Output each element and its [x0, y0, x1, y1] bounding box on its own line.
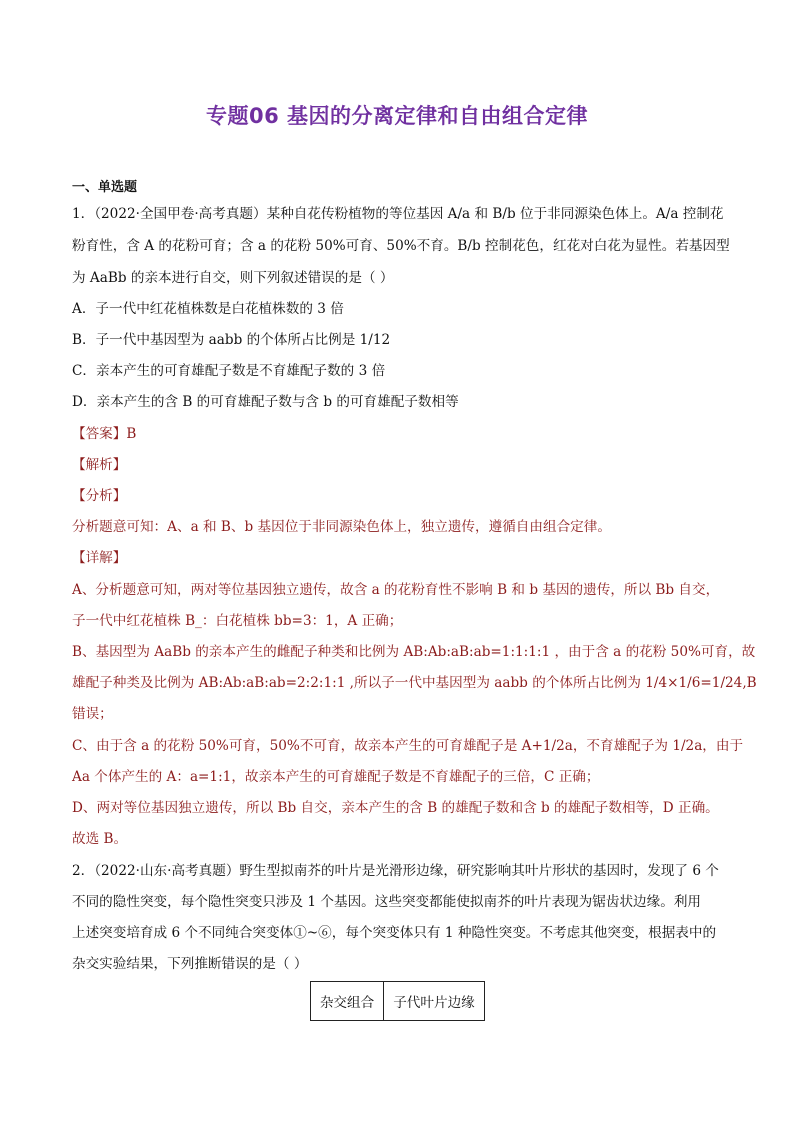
q1-stem-line-1: 1．（2022·全国甲卷·高考真题）某种自花传粉植物的等位基因 A/a 和 B/b 位于非同源染色体上。A/a 控制花: [72, 206, 724, 222]
detail-line-8: D、两对等位基因独立遗传，所以 Bb 自交，亲本产生的含 B 的雄配子数和含 b 的雄配子数相等，D 正确。: [72, 800, 719, 816]
table-header-cross: 杂交组合: [311, 982, 384, 1021]
q1-stem-line-3: 为 AaBb 的亲本进行自交，则下列叙述错误的是（ ）: [72, 270, 394, 286]
q2-stem-line-2: 不同的隐性突变，每个隐性突变只涉及 1 个基因。这些突变都能使拟南芥的叶片表现为锯齿状边缘。利用: [72, 894, 702, 910]
detail-line-9: 故选 B。: [72, 831, 128, 847]
detail-line-3: B、基因型为 AaBb 的亲本产生的雌配子种类和比例为 AB:Ab:aB:ab=1:1:1:1 ，由于含 a 的花粉 50%可育，故: [72, 644, 756, 660]
q1-option-b: B．子一代中基因型为 aabb 的个体所占比例是 1/12: [72, 332, 391, 348]
table-header-offspring: 子代叶片边缘: [384, 982, 485, 1021]
page-title: 专题06 基因的分离定律和自由组合定律: [205, 104, 589, 128]
answer-label: 【答案】: [72, 426, 127, 442]
detail-line-7: Aa 个体产生的 A：a=1:1，故亲本产生的可育雄配子数是不育雄配子的三倍，C 正确；: [72, 769, 600, 785]
q1-answer: [72, 424, 136, 444]
q1-option-d: D．亲本产生的含 B 的可育雄配子数与含 b 的可育雄配子数相等: [72, 394, 459, 410]
fenxi-label: 【分析】: [72, 488, 127, 504]
detail-line-5: 错误；: [72, 706, 113, 722]
q1-option-c: C．亲本产生的可育雄配子数是不育雄配子数的 3 倍: [72, 363, 386, 379]
q1-option-a: A．子一代中红花植株数是白花植株数的 3 倍: [72, 301, 344, 317]
section-heading: 一、单选题: [72, 180, 138, 195]
q2-stem-line-4: 杂交实验结果，下列推断错误的是（ ）: [72, 956, 308, 972]
table-row: [311, 982, 485, 1021]
q2-stem-line-3: 上述突变培育成 6 个不同纯合突变体①~⑥，每个突变体只有 1 种隐性突变。不考虑其他突变，根据表中的: [72, 925, 717, 941]
detail-line-1: A、分析题意可知，两对等位基因独立遗传，故含 a 的花粉育性不影响 B 和 b 基因的遗传，所以 Bb 自交，: [72, 582, 720, 598]
analysis-label: 【解析】: [72, 457, 127, 473]
q2-stem-line-1: 2．（2022·山东·高考真题）野生型拟南芥的叶片是光滑形边缘，研究影响其叶片形状的基因时，发现了 6 个: [72, 863, 719, 879]
detail-line-4: 雄配子种类及比例为 AB:Ab:aB:ab=2:2:1:1 ,所以子一代中基因型为 aabb 的个体所占比例为 1/4×1/6=1/24,B: [72, 675, 757, 691]
detail-line-6: C、由于含 a 的花粉 50%可育，50%不可育，故亲本产生的可育雄配子是 A+1/2a，不育雄配子为 1/2a，由于: [72, 738, 744, 754]
q1-stem-line-2: 粉育性，含 A 的花粉可育；含 a 的花粉 50%可育、50%不育。B/b 控制花色，红花对白花为显性。若基因型: [72, 238, 730, 254]
cross-table: [310, 981, 485, 1021]
answer-value: B: [126, 426, 137, 442]
detail-label: 【详解】: [72, 550, 127, 566]
fenxi-text: 分析题意可知：A、a 和 B、b 基因位于非同源染色体上，独立遗传，遵循自由组合定律。: [72, 519, 611, 535]
detail-line-2: 子一代中红花植株 B_：白花植株 bb=3：1，A 正确；: [72, 613, 403, 629]
